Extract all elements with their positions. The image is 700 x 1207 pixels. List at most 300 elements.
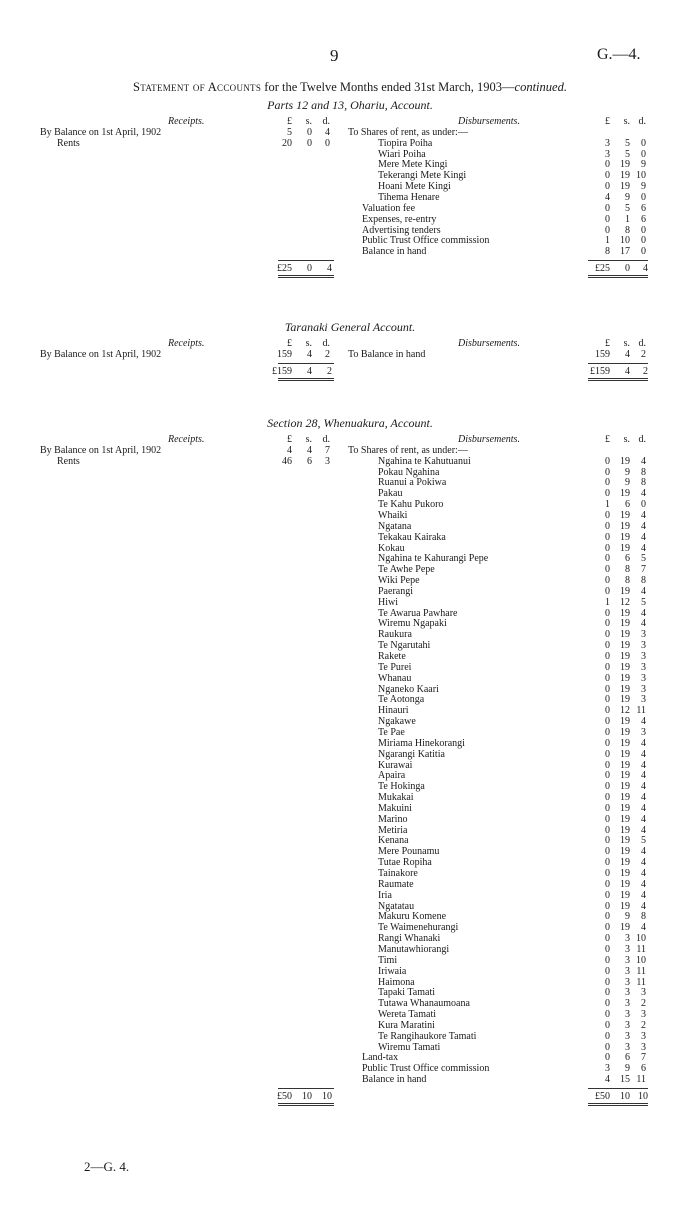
share-amount-s: 19 — [620, 868, 630, 879]
share-amount-l: 0 — [605, 770, 610, 782]
share-amount-d: 4 — [641, 857, 646, 869]
share-amount-s: 9 — [625, 466, 630, 478]
share-amount-l: 0 — [605, 987, 610, 999]
share-label: Tainakore — [378, 868, 418, 879]
share-amount-d: 2 — [641, 1019, 646, 1031]
share-amount-s: 19 — [620, 781, 630, 793]
share-amount-d: 3 — [641, 1030, 646, 1042]
share-amount-d: 3 — [641, 640, 646, 652]
share-label: Te Aotonga — [378, 694, 425, 706]
disb-col-s: s. — [623, 116, 630, 127]
share-amount-d: 4 — [641, 868, 646, 879]
share-label: Paerangi — [378, 585, 413, 597]
receipts-double-rule — [278, 1103, 334, 1106]
disbursement-label: Balance in hand — [362, 1074, 427, 1086]
share-label: Kura Maratini — [378, 1019, 435, 1031]
share-label: Makuini — [378, 802, 412, 814]
disbursement-label: Land-tax — [362, 1052, 399, 1064]
disbursement-label: Advertising tenders — [362, 224, 441, 236]
share-label: Te Kahu Pukoro — [378, 499, 444, 511]
share-amount-l: 0 — [605, 824, 610, 836]
share-label: Ngatatau — [378, 900, 415, 912]
share-label: Mere Mete Kingi — [378, 159, 448, 171]
receipt-label: By Balance on 1st April, 1902 — [40, 444, 162, 456]
share-amount-s: 19 — [620, 802, 630, 814]
share-label: Te Hokinga — [378, 781, 425, 793]
disb-col-d: d. — [638, 338, 646, 349]
disbursement-amount-d: 2 — [641, 348, 646, 360]
receipts-rule — [278, 260, 334, 261]
share-amount-l: 0 — [605, 488, 610, 500]
share-amount-l: 0 — [605, 564, 610, 576]
share-label: Te Pae — [378, 726, 405, 738]
share-amount-d: 4 — [641, 520, 646, 532]
share-label: Wiremu Ngapaki — [378, 618, 447, 630]
share-amount-d: 4 — [641, 878, 646, 890]
share-label: Ngahina te Kahurangi Pepe — [378, 553, 489, 565]
share-amount-d: 0 — [641, 499, 646, 511]
receipt-row — [57, 456, 80, 467]
share-amount-l: 1 — [605, 499, 610, 511]
share-amount-d: 4 — [641, 889, 646, 901]
receipt-label: Rents — [57, 137, 80, 149]
share-amount-d: 10 — [636, 933, 646, 945]
share-amount-s: 19 — [620, 889, 630, 901]
disb-col-l: £ — [605, 338, 610, 349]
share-amount-l: 0 — [605, 466, 610, 478]
share-amount-s: 19 — [620, 651, 630, 662]
receipt-amount-l: 20 — [282, 137, 292, 149]
receipts-total-l: £159 — [272, 365, 292, 377]
share-amount-d: 4 — [641, 813, 646, 825]
disbursement-amount-s: 15 — [620, 1074, 630, 1086]
share-amount-s: 19 — [620, 672, 630, 684]
share-amount-d: 4 — [641, 585, 646, 597]
share-amount-s: 3 — [625, 965, 630, 977]
share-amount-d: 4 — [641, 716, 646, 728]
disb-total-l: £25 — [595, 263, 610, 275]
share-label: Whanau — [378, 672, 412, 684]
share-label: Tekakau Kairaka — [378, 531, 446, 543]
receipts-col-l: £ — [287, 116, 292, 127]
title-prefix: Statement of Accounts — [133, 80, 262, 94]
disbursement-label: Public Trust Office commission — [362, 1063, 490, 1075]
share-amount-d: 4 — [641, 900, 646, 912]
receipts-total-l: £25 — [277, 263, 292, 275]
share-amount-s: 19 — [620, 661, 630, 673]
share-amount-s: 19 — [620, 759, 630, 771]
receipts-total-d: 10 — [322, 1091, 332, 1102]
receipts-col-s: s. — [305, 338, 312, 349]
disb-col-s: s. — [623, 434, 630, 445]
share-label: Pakau — [378, 488, 403, 500]
share-label: Whaiki — [378, 509, 408, 521]
share-amount-s: 19 — [620, 857, 630, 869]
share-label: Ngakawe — [378, 716, 416, 728]
share-amount-s: 19 — [620, 694, 630, 706]
share-label: Tutae Ropiha — [378, 857, 432, 869]
receipts-heading: Receipts. — [168, 116, 205, 127]
share-amount-l: 0 — [605, 868, 610, 879]
share-amount-s: 12 — [620, 596, 630, 608]
share-amount-l: 0 — [605, 835, 610, 847]
disb-col-d: d. — [638, 116, 646, 127]
share-amount-l: 0 — [605, 878, 610, 890]
share-amount-l: 0 — [605, 846, 610, 858]
share-amount-l: 4 — [605, 191, 610, 203]
receipts-col-d: d. — [322, 338, 330, 349]
share-amount-s: 19 — [620, 813, 630, 825]
share-amount-l: 0 — [605, 759, 610, 771]
share-label: Tiopira Poiha — [378, 137, 433, 149]
disbursement-label: Valuation fee — [362, 202, 416, 214]
disb-col-d: d. — [638, 434, 646, 445]
receipts-rule — [278, 1088, 334, 1089]
share-amount-s: 6 — [625, 553, 630, 565]
share-amount-d: 5 — [641, 596, 646, 608]
receipt-amount-l: 159 — [277, 348, 292, 360]
disb-rule — [588, 260, 648, 261]
receipts-col-d: d. — [322, 116, 330, 127]
share-label: Apaira — [378, 770, 406, 782]
share-amount-s: 19 — [620, 878, 630, 890]
share-label: Pokau Ngahina — [378, 466, 440, 478]
share-amount-d: 4 — [641, 509, 646, 521]
share-amount-d: 4 — [641, 737, 646, 749]
share-amount-l: 0 — [605, 705, 610, 717]
share-amount-l: 0 — [605, 531, 610, 543]
share-label: Wereta Tamati — [378, 1009, 437, 1021]
share-amount-s: 19 — [620, 520, 630, 532]
disbursement-amount-d: 0 — [641, 246, 646, 258]
share-label: Ruanui a Pokiwa — [378, 477, 447, 489]
disbursements-heading: Disbursements. — [458, 434, 520, 445]
share-label: Hiwi — [378, 596, 398, 608]
share-amount-s: 19 — [620, 792, 630, 804]
share-amount-d: 3 — [641, 1041, 646, 1053]
disb-total-s: 0 — [625, 263, 630, 275]
share-amount-l: 0 — [605, 976, 610, 988]
share-amount-l: 0 — [605, 802, 610, 814]
receipts-double-rule — [278, 378, 334, 381]
receipt-amount-d: 2 — [325, 348, 330, 360]
share-label: Iriwaia — [378, 965, 407, 977]
share-amount-d: 4 — [641, 770, 646, 782]
share-label: Wiki Pepe — [378, 575, 420, 587]
share-amount-l: 0 — [605, 943, 610, 955]
share-amount-s: 3 — [625, 943, 630, 955]
receipts-heading: Receipts. — [168, 434, 205, 445]
disbursement-label: Balance in hand — [362, 246, 427, 258]
receipt-amount-s: 0 — [307, 126, 312, 138]
share-amount-l: 0 — [605, 520, 610, 532]
share-label: Hoani Mete Kingi — [378, 181, 451, 193]
share-label: Te Rangihaukore Tamati — [378, 1030, 477, 1042]
page-number: 9 — [330, 46, 339, 65]
share-amount-s: 3 — [625, 954, 630, 966]
share-amount-s: 19 — [620, 509, 630, 521]
disbursement-intro: To Shares of rent, as under:— — [348, 126, 468, 138]
share-amount-d: 4 — [641, 802, 646, 814]
title-continued: continued. — [514, 80, 567, 94]
disb-col-s: s. — [623, 338, 630, 349]
share-amount-l: 0 — [605, 726, 610, 738]
share-amount-d: 4 — [641, 824, 646, 836]
share-amount-d: 7 — [641, 564, 646, 576]
disbursement-amount-d: 0 — [641, 235, 646, 247]
share-amount-d: 5 — [641, 835, 646, 847]
disb-total-l: £50 — [595, 1091, 610, 1102]
share-amount-s: 19 — [620, 618, 630, 630]
share-label: Te Awhe Pepe — [378, 564, 435, 576]
share-amount-d: 4 — [641, 846, 646, 858]
disbursement-amount-l: 159 — [595, 348, 610, 360]
disbursement-amount-l: 0 — [605, 224, 610, 236]
share-label: Nganeko Kaari — [378, 683, 439, 695]
share-amount-s: 19 — [620, 716, 630, 728]
share-amount-d: 5 — [641, 553, 646, 565]
share-amount-d: 10 — [636, 170, 646, 182]
share-amount-d: 8 — [641, 911, 646, 923]
receipt-row — [40, 349, 161, 360]
share-amount-d: 3 — [641, 651, 646, 662]
disb-rule — [588, 363, 648, 364]
share-amount-l: 0 — [605, 509, 610, 521]
receipt-amount-l: 5 — [287, 126, 292, 138]
disbursement-intro: To Shares of rent, as under:— — [348, 444, 468, 456]
disbursement-amount-l: 0 — [605, 1052, 610, 1064]
receipts-col-l: £ — [287, 338, 292, 349]
receipts-heading: Receipts. — [168, 338, 205, 349]
disbursements-heading: Disbursements. — [458, 338, 520, 349]
receipts-double-rule — [278, 275, 334, 278]
share-amount-l: 0 — [605, 998, 610, 1010]
share-label: Makuru Komene — [378, 911, 447, 923]
share-amount-l: 0 — [605, 585, 610, 597]
receipt-label: Rents — [57, 455, 80, 467]
share-label: Rangi Whanaki — [378, 933, 441, 945]
share-amount-s: 3 — [625, 1041, 630, 1053]
share-amount-s: 19 — [620, 900, 630, 912]
share-amount-s: 9 — [625, 911, 630, 923]
share-amount-d: 4 — [641, 488, 646, 500]
share-amount-s: 19 — [620, 542, 630, 554]
share-label: Marino — [378, 813, 408, 825]
share-label: Raukura — [378, 629, 412, 641]
share-amount-l: 0 — [605, 640, 610, 652]
share-amount-d: 4 — [641, 542, 646, 554]
share-label: Ngarangi Katitia — [378, 748, 445, 760]
share-label: Mukakai — [378, 792, 414, 804]
disbursement-amount-s: 8 — [625, 224, 630, 236]
share-label: Kenana — [378, 835, 409, 847]
disb-col-l: £ — [605, 434, 610, 445]
share-amount-d: 11 — [636, 965, 646, 977]
share-amount-d: 3 — [641, 1009, 646, 1021]
disbursement-label: Public Trust Office commission — [362, 235, 490, 247]
share-amount-d: 9 — [641, 181, 646, 193]
share-label: Te Awarua Pawhare — [378, 607, 458, 619]
share-amount-s: 3 — [625, 933, 630, 945]
share-amount-s: 3 — [625, 998, 630, 1010]
share-amount-s: 19 — [620, 488, 630, 500]
share-amount-d: 3 — [641, 987, 646, 999]
receipt-amount-l: 46 — [282, 455, 292, 467]
share-amount-s: 19 — [620, 770, 630, 782]
disb-double-rule — [588, 275, 648, 278]
share-amount-s: 19 — [620, 824, 630, 836]
share-amount-s: 19 — [620, 629, 630, 641]
share-amount-s: 3 — [625, 987, 630, 999]
receipt-amount-d: 0 — [325, 137, 330, 149]
disbursement-amount-s: 5 — [625, 202, 630, 214]
share-amount-l: 0 — [605, 1030, 610, 1042]
share-amount-s: 8 — [625, 564, 630, 576]
share-amount-d: 0 — [641, 191, 646, 203]
section-title: Section 28, Whenuakura, Account. — [267, 416, 433, 430]
share-amount-d: 3 — [641, 683, 646, 695]
share-amount-l: 0 — [605, 672, 610, 684]
disb-double-rule — [588, 1103, 648, 1106]
section-title: Taranaki General Account. — [284, 320, 416, 334]
share-amount-l: 0 — [605, 651, 610, 662]
disb-total-s: 4 — [625, 365, 630, 377]
disbursement-amount-s: 4 — [625, 348, 630, 360]
disb-total-d: 4 — [643, 263, 648, 275]
share-amount-d: 3 — [641, 726, 646, 738]
disb-total-l: £159 — [590, 365, 610, 377]
footer-reference: 2—G. 4. — [84, 1159, 130, 1174]
share-label: Ngahina te Kahutuanui — [378, 455, 471, 467]
share-amount-d: 0 — [641, 148, 646, 160]
share-label: Raumate — [378, 878, 414, 890]
share-amount-d: 8 — [641, 575, 646, 587]
receipts-col-s: s. — [305, 116, 312, 127]
disb-double-rule — [588, 378, 648, 381]
share-amount-l: 3 — [605, 137, 610, 149]
disb-total-d: 10 — [638, 1091, 648, 1102]
share-amount-l: 0 — [605, 542, 610, 554]
share-amount-l: 0 — [605, 922, 610, 934]
section-title: Parts 12 and 13, Ohariu, Account. — [267, 98, 433, 112]
receipt-amount-l: 4 — [287, 444, 292, 456]
share-label: Tapaki Tamati — [378, 987, 436, 999]
share-amount-d: 4 — [641, 781, 646, 793]
share-amount-l: 0 — [605, 607, 610, 619]
share-label: Rakete — [378, 651, 406, 662]
share-label: Kokau — [378, 542, 405, 554]
share-amount-d: 4 — [641, 922, 646, 934]
share-amount-l: 0 — [605, 694, 610, 706]
share-label: Iria — [378, 889, 392, 901]
share-amount-l: 0 — [605, 781, 610, 793]
disbursement-amount-l: 8 — [605, 246, 610, 258]
share-amount-l: 0 — [605, 857, 610, 869]
disbursement-amount-d: 6 — [641, 202, 646, 214]
share-amount-l: 0 — [605, 661, 610, 673]
receipts-total-d: 4 — [327, 263, 332, 275]
receipts-col-d: d. — [322, 434, 330, 445]
receipts-col-l: £ — [287, 434, 292, 445]
share-amount-d: 2 — [641, 998, 646, 1010]
share-amount-d: 3 — [641, 629, 646, 641]
share-amount-s: 6 — [625, 499, 630, 511]
receipts-total-l: £50 — [277, 1091, 292, 1102]
share-amount-s: 19 — [620, 846, 630, 858]
share-amount-s: 19 — [620, 683, 630, 695]
share-amount-s: 9 — [625, 477, 630, 489]
statement-title — [0, 80, 700, 95]
share-label: Tutawa Whanaumoana — [378, 998, 470, 1010]
share-label: Tekerangi Mete Kingi — [378, 170, 467, 182]
disbursement-amount-l: 4 — [605, 1074, 610, 1086]
share-amount-d: 11 — [636, 705, 646, 717]
receipt-amount-s: 4 — [307, 444, 312, 456]
disb-total-d: 2 — [643, 365, 648, 377]
share-amount-l: 0 — [605, 159, 610, 171]
share-label: Te Waimenehurangi — [378, 922, 459, 934]
share-amount-l: 0 — [605, 477, 610, 489]
share-amount-s: 12 — [620, 705, 630, 717]
share-amount-s: 19 — [620, 737, 630, 749]
share-label: Timi — [378, 954, 398, 966]
receipts-total-s: 4 — [307, 365, 312, 377]
share-amount-d: 3 — [641, 661, 646, 673]
share-amount-l: 0 — [605, 737, 610, 749]
disbursement-amount-l: 0 — [605, 213, 610, 225]
share-amount-l: 0 — [605, 1009, 610, 1021]
share-amount-s: 3 — [625, 1009, 630, 1021]
share-amount-s: 19 — [620, 181, 630, 193]
share-label: Haimona — [378, 976, 415, 988]
share-amount-s: 19 — [620, 607, 630, 619]
share-amount-l: 0 — [605, 813, 610, 825]
receipts-rule — [278, 363, 334, 364]
share-label: Wiremu Tamati — [378, 1041, 441, 1053]
share-amount-l: 0 — [605, 911, 610, 923]
share-amount-d: 4 — [641, 607, 646, 619]
share-label: Metiria — [378, 824, 408, 836]
share-amount-d: 4 — [641, 792, 646, 804]
share-amount-s: 19 — [620, 585, 630, 597]
share-amount-l: 0 — [605, 748, 610, 760]
share-amount-l: 0 — [605, 553, 610, 565]
disbursement-amount-l: 1 — [605, 235, 610, 247]
disbursement-amount-s: 9 — [625, 1063, 630, 1075]
receipt-amount-s: 6 — [307, 455, 312, 467]
receipt-amount-s: 4 — [307, 348, 312, 360]
share-amount-s: 3 — [625, 1030, 630, 1042]
share-amount-s: 3 — [625, 976, 630, 988]
receipt-amount-d: 3 — [325, 455, 330, 467]
disbursement-amount-s: 10 — [620, 235, 630, 247]
share-label: Te Ngarutahi — [378, 640, 431, 652]
share-amount-d: 3 — [641, 672, 646, 684]
share-amount-l: 0 — [605, 900, 610, 912]
share-amount-l: 0 — [605, 455, 610, 467]
share-amount-s: 19 — [620, 726, 630, 738]
disbursement-amount-d: 7 — [641, 1052, 646, 1064]
share-amount-d: 4 — [641, 748, 646, 760]
share-amount-l: 0 — [605, 889, 610, 901]
share-amount-l: 0 — [605, 683, 610, 695]
share-amount-s: 19 — [620, 640, 630, 652]
share-amount-l: 0 — [605, 618, 610, 630]
share-label: Mere Pounamu — [378, 846, 440, 858]
receipts-total-s: 0 — [307, 263, 312, 275]
share-amount-l: 0 — [605, 716, 610, 728]
disbursement-label: Expenses, re-entry — [362, 213, 437, 225]
